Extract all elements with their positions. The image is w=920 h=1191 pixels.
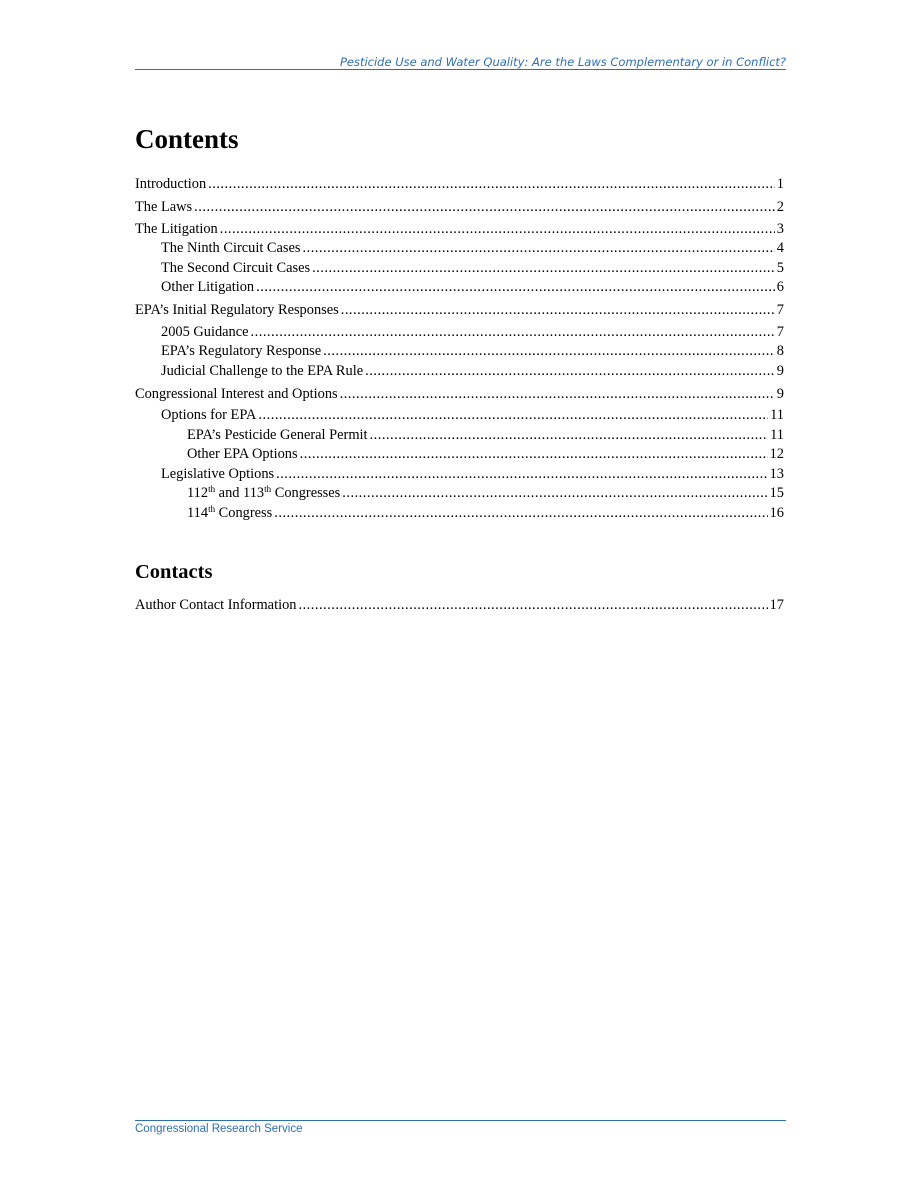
toc-entry-other-litigation[interactable]	[135, 278, 784, 298]
toc-dot-leader	[365, 362, 775, 382]
toc-entry-title: The Litigation	[135, 221, 218, 237]
header-rule	[135, 69, 786, 70]
toc-entry-title: Author Contact Information	[135, 597, 297, 613]
toc-dot-leader	[342, 484, 767, 504]
toc-page-number: 4	[776, 240, 784, 256]
toc-entry-ninth-circuit-cases[interactable]	[135, 239, 784, 259]
running-header: Pesticide Use and Water Quality: Are the Laws Complementary or in Conflict?	[339, 55, 786, 69]
toc-entry-epa-initial-regulatory-responses[interactable]	[135, 300, 784, 320]
toc-dot-leader	[370, 426, 769, 446]
toc-entry-title: The Second Circuit Cases	[161, 259, 311, 276]
toc-page-number: 7	[776, 302, 784, 318]
toc-page-number: 9	[776, 362, 784, 379]
toc-entry-title: The Laws	[135, 198, 193, 215]
toc-page-number: 8	[776, 343, 784, 359]
toc-dot-leader	[274, 504, 767, 524]
toc-page-number: 2	[776, 198, 784, 215]
toc-page-number: 5	[776, 259, 784, 276]
toc-page-number: 15	[769, 485, 784, 501]
toc-entry-title: The Ninth Circuit Cases	[161, 240, 301, 256]
toc-dot-leader	[312, 259, 775, 279]
toc-entry-options-for-epa[interactable]	[135, 406, 784, 426]
toc-entry-title: 114th Congress	[187, 503, 273, 521]
toc-dot-leader	[276, 465, 768, 485]
toc-page-number: 11	[770, 407, 784, 423]
toc-entry-2005-guidance[interactable]	[135, 323, 784, 343]
table-of-contents	[135, 174, 784, 523]
toc-entry-title: 2005 Guidance	[161, 323, 249, 340]
toc-dot-leader	[256, 278, 775, 298]
toc-dot-leader	[298, 595, 767, 615]
toc-entry-other-epa-options[interactable]	[135, 445, 784, 465]
toc-dot-leader	[208, 174, 775, 194]
toc-entry-the-litigation[interactable]	[135, 219, 784, 239]
toc-entry-epa-regulatory-response[interactable]	[135, 342, 784, 362]
toc-entry-author-contact-information[interactable]	[135, 595, 784, 615]
toc-entry-title: EPA’s Pesticide General Permit	[187, 426, 368, 443]
toc-entry-introduction[interactable]	[135, 174, 784, 194]
toc-page-number: 17	[769, 597, 784, 613]
toc-entry-title: Introduction	[135, 176, 207, 192]
toc-entry-the-laws[interactable]	[135, 197, 784, 217]
toc-dot-leader	[300, 445, 768, 465]
toc-page-number: 3	[776, 221, 784, 237]
toc-page-number: 6	[776, 279, 784, 295]
toc-page-number: 1	[776, 176, 784, 192]
toc-entry-title: Other Litigation	[161, 279, 255, 295]
toc-entry-legislative-options[interactable]	[135, 465, 784, 485]
toc-dot-leader	[220, 219, 775, 239]
toc-entry-title: Other EPA Options	[187, 446, 298, 462]
toc-dot-leader	[341, 300, 775, 320]
toc-entry-title: EPA’s Initial Regulatory Responses	[135, 302, 339, 318]
contents-heading: Contents	[135, 124, 239, 154]
toc-page-number: 7	[776, 323, 784, 340]
contacts-heading: Contacts	[135, 561, 213, 583]
toc-dot-leader	[340, 384, 775, 404]
toc-entry-judicial-challenge[interactable]	[135, 362, 784, 382]
toc-entry-title: EPA’s Regulatory Response	[161, 343, 322, 359]
toc-entry-second-circuit-cases[interactable]	[135, 259, 784, 279]
toc-entry-title: Congressional Interest and Options	[135, 385, 338, 402]
toc-entry-pesticide-general-permit[interactable]	[135, 426, 784, 446]
toc-entry-title: Options for EPA	[161, 407, 257, 423]
toc-entry-congressional-interest[interactable]	[135, 384, 784, 404]
toc-dot-leader	[194, 197, 775, 217]
toc-page-number: 13	[769, 465, 784, 482]
toc-dot-leader	[251, 323, 775, 343]
toc-entry-114th-congress[interactable]	[135, 504, 784, 524]
toc-entry-title: Judicial Challenge to the EPA Rule	[161, 362, 364, 379]
contacts-list	[135, 595, 784, 615]
toc-page-number: 11	[770, 426, 784, 443]
toc-page-number: 12	[769, 446, 784, 462]
footer-organization: Congressional Research Service	[135, 1123, 303, 1135]
toc-dot-leader	[323, 342, 775, 362]
toc-page-number: 9	[776, 385, 784, 402]
toc-entry-112th-113th-congresses[interactable]	[135, 484, 784, 504]
toc-entry-title: Legislative Options	[161, 465, 275, 482]
toc-page-number: 16	[769, 504, 784, 521]
toc-dot-leader	[258, 406, 768, 426]
toc-entry-title: 112th and 113th Congresses	[187, 484, 341, 501]
footer-rule	[135, 1120, 786, 1121]
toc-dot-leader	[303, 239, 775, 259]
